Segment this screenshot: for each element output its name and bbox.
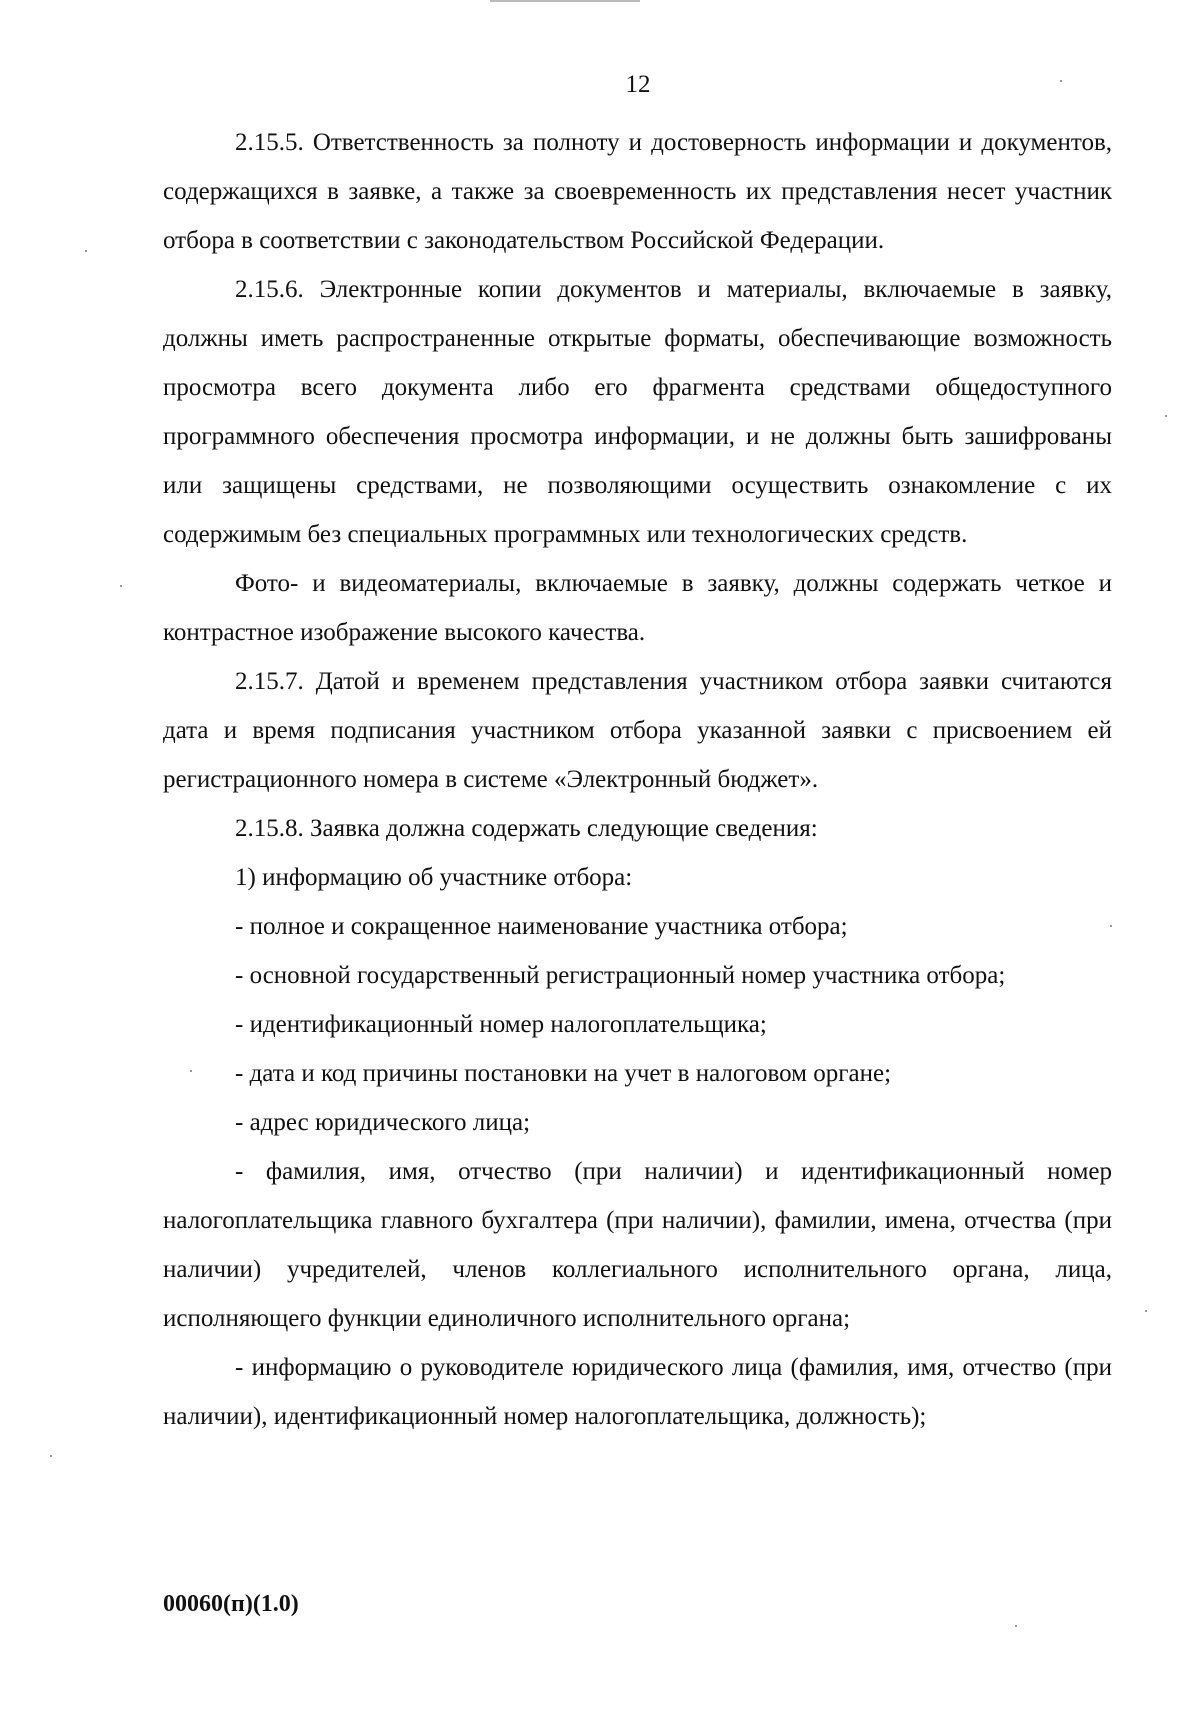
scan-speck [190, 1070, 192, 1072]
scan-speck [1145, 1310, 1147, 1312]
scan-speck [1110, 925, 1112, 927]
scan-speck [1015, 1625, 1017, 1627]
list-item-full-name: - полное и сокращенное наименование участника отбора; [235, 913, 848, 940]
document-footer-code: 00060(п)(1.0) [163, 1591, 299, 1617]
paragraph-2-15-6: 2.15.6. Электронные копии документов и материалы, включаемые в заявку, должны иметь распространенные открытые форматы, обеспечивающие возможность просмотра всего документа либо его фрагмента средствами общедоступного программного обеспечения просмотра информации, и не должны быть зашифрованы или защищены средствами, не позволяющими осуществить ознакомление с их содержимым без специальных программных или технологических средств. [163, 276, 1112, 548]
list-item-kpp: - дата и код причины постановки на учет в налоговом органе; [235, 1060, 892, 1087]
scan-speck [120, 585, 122, 587]
scan-top-mark [490, 0, 640, 2]
list-item-participant-info: 1) информацию об участнике отбора: [235, 864, 633, 891]
list-item-accountant-founders: - фамилия, имя, отчество (при наличии) и идентификационный номер налогоплательщика главного бухгалтера (при наличии), фамилии, имена, отчества (при наличии) учредителей, членов коллегиального исполнительного органа, лица, исполняющего функции единоличного исполнительного органа; [163, 1158, 1112, 1332]
list-item-director: - информацию о руководителе юридического лица (фамилия, имя, отчество (при наличии), идентификационный номер налогоплательщика, должность); [163, 1354, 1112, 1430]
list-item-address: - адрес юридического лица; [235, 1109, 531, 1136]
paragraph-photo-video: Фото- и видеоматериалы, включаемые в заявку, должны содержать четкое и контрастное изображение высокого качества. [163, 570, 1112, 646]
list-item-inn: - идентификационный номер налогоплательщика; [235, 1011, 767, 1038]
paragraph-2-15-8: 2.15.8. Заявка должна содержать следующие сведения: [235, 815, 818, 842]
list-item-ogrn: - основной государственный регистрационный номер участника отбора; [235, 962, 1006, 989]
paragraph-2-15-5: 2.15.5. Ответственность за полноту и достоверность информации и документов, содержащихся в заявке, а также за своевременность их представления несет участник отбора в соответствии с законодательством Российской Федерации. [163, 129, 1112, 254]
scan-speck [1165, 415, 1167, 417]
paragraph-2-15-7: 2.15.7. Датой и временем представления участником отбора заявки считаются дата и время подписания участником отбора указанной заявки с присвоением ей регистрационного номера в системе «Электронный бюджет». [163, 668, 1112, 793]
scan-speck [85, 250, 87, 252]
document-body [163, 118, 1112, 1441]
scan-speck [50, 1455, 52, 1457]
scan-speck [1060, 80, 1062, 82]
page-number: 12 [625, 71, 651, 98]
